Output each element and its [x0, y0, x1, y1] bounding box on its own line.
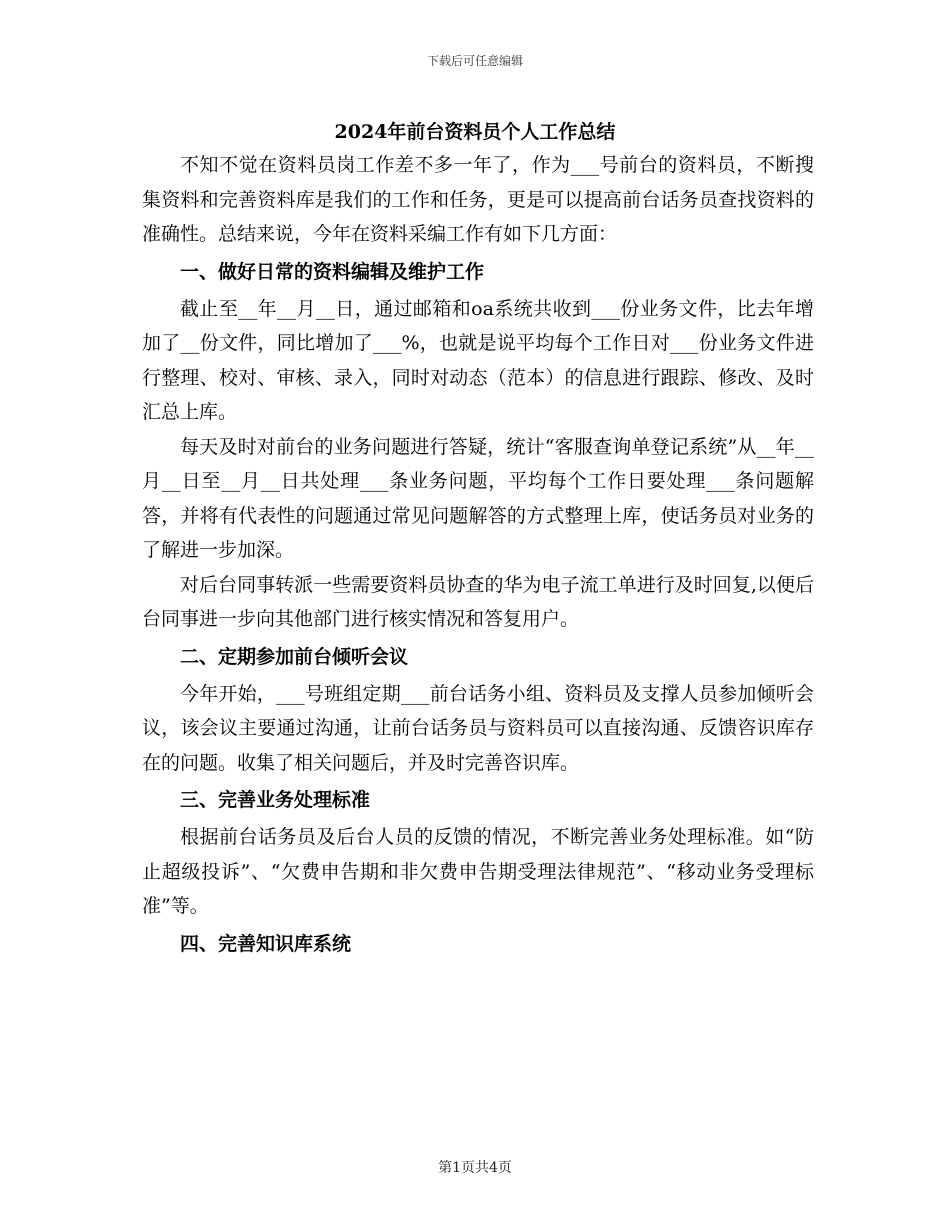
section-3-paragraph-1: 根据前台话务员及后台人员的反馈的情况，不断完善业务处理标准。如“防止超级投诉”、“欠费申告期和非欠费申告期受理法律规范”、“移动业务受理标准”等。 [142, 826, 814, 917]
section-2-heading: 二、定期参加前台倾听会议 [180, 645, 409, 668]
section-1-heading: 一、做好日常的资料编辑及维护工作 [180, 260, 485, 283]
section-2-paragraph-1: 今年开始，___号班组定期___前台话务小组、资料员及支撑人员参加倾听会议，该会议主要通过沟通，让前台话务员与资料员可以直接沟通、反馈咨识库存在的问题。收集了相关问题后，并及时完善咨识库。 [142, 682, 814, 774]
section-1-paragraph-3: 对后台同事转派一些需要资料员协查的华为电子流工单进行及时回复,以便后台同事进一步向其他部门进行核实情况和答复用户。 [142, 573, 814, 630]
document-body [142, 148, 814, 964]
document-title: 2024年前台资料员个人工作总结 [334, 121, 616, 143]
page-footer: 第1页共4页 [438, 1160, 512, 1176]
page-header: 下载后可任意编辑 [426, 54, 523, 68]
section-4-heading: 四、完善知识库系统 [180, 932, 352, 955]
section-1-paragraph-1: 截止至__年__月__日，通过邮箱和oa系统共收到___份业务文件，比去年增加了__份文件，同比增加了___%，也就是说平均每个工作日对___份业务文件进行整理、校对、审核、录入，同时对动态（范本）的信息进行跟踪、修改、及时汇总上库。 [142, 297, 814, 423]
section-3-heading: 三、完善业务处理标准 [180, 789, 371, 811]
section-1-paragraph-2: 每天及时对前台的业务问题进行答疑，统计“客服查询单登记系统”从__年__月__日至__月__日共处理___条业务问题，平均每个工作日要处理___条问题解答，并将有代表性的问题通过常见问题解答的方式整理上库，使话务员对业务的了解进一步加深。 [142, 435, 814, 561]
intro-paragraph: 不知不觉在资料员岗工作差不多一年了，作为___号前台的资料员，不断搜集资料和完善资料库是我们的工作和任务，更是可以提高前台话务员查找资料的准确性。总结来说，今年在资料采编工作有如下几方面： [142, 154, 814, 245]
